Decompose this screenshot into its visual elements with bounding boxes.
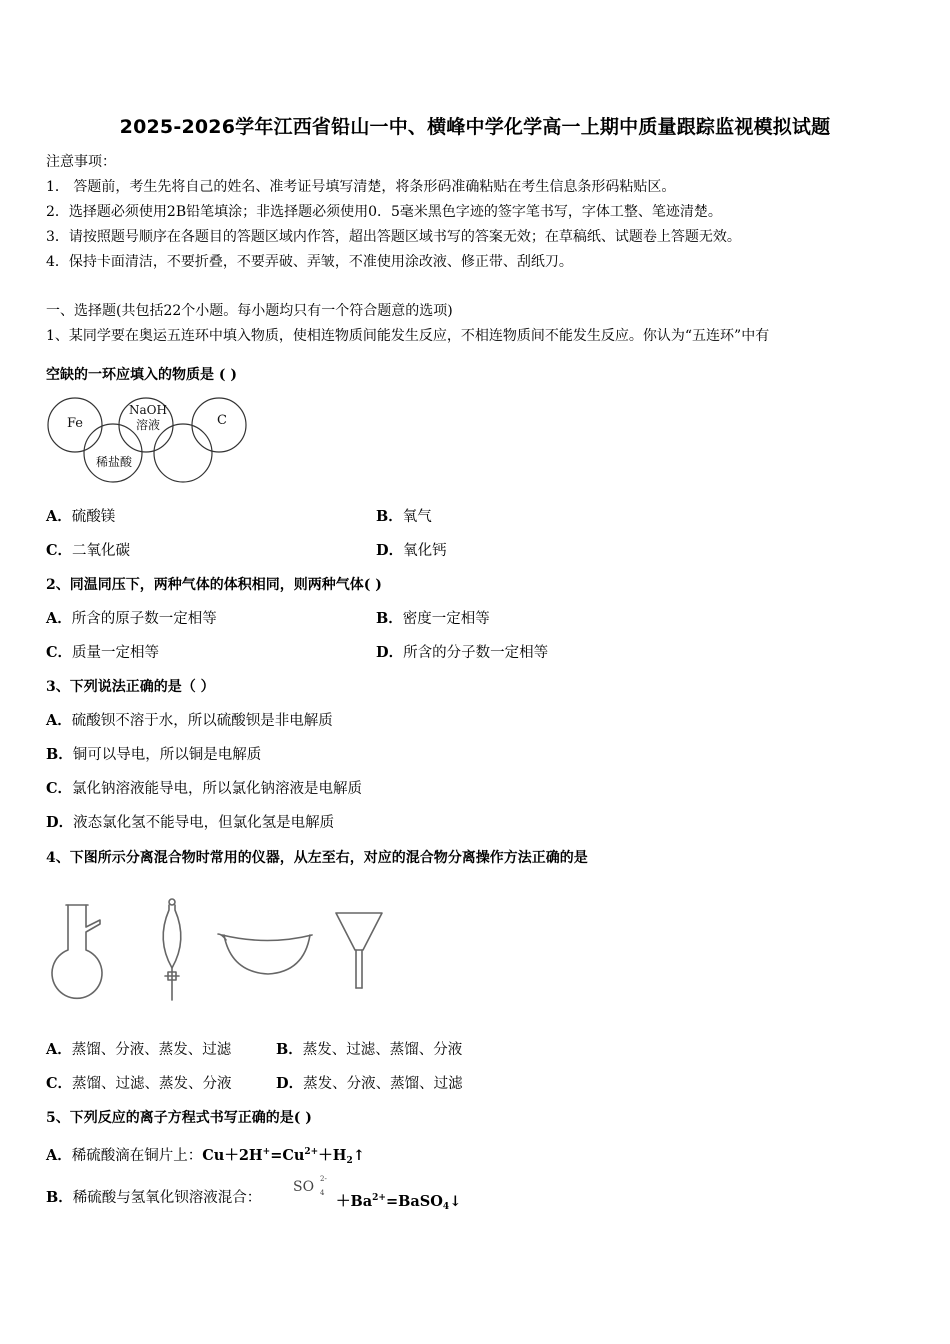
ring-label-naoh-2: 溶液 xyxy=(135,418,161,432)
q1-option-d: D．氧化钙 xyxy=(376,542,447,559)
q1-option-a-text: 硫酸镁 xyxy=(71,509,116,525)
separatory-funnel-icon xyxy=(163,899,181,1000)
filter-funnel-icon xyxy=(336,913,382,988)
q1-stem-line1: 1、某同学要在奥运五连环中填入物质，使相连物质间能发生反应，不相连物质间不能发生反应。你认为“五连环”中有 xyxy=(46,328,770,344)
q2-stem: 2、同温同压下，两种气体的体积相同，则两种气体( ) xyxy=(46,577,382,593)
q4-stem: 4、下图所示分离混合物时常用的仪器，从左至右，对应的混合物分离操作方法正确的是 xyxy=(46,850,588,866)
section-heading: 一、选择题(共包括22个小题。每小题均只有一个符合题意的选项) xyxy=(46,303,453,319)
q4-option-b: B．蒸发、过滤、蒸馏、分液 xyxy=(276,1041,463,1058)
olympic-rings-diagram xyxy=(46,394,251,486)
notice-item-3: 3．请按照题号顺序在各题目的答题区域内作答，超出答题区域书写的答案无效；在草稿纸、试题卷上答题无效。 xyxy=(46,229,741,245)
q4-option-d: D．蒸发、分液、蒸馏、过滤 xyxy=(276,1075,463,1092)
q3-option-d: D．液态氯化氢不能导电，但氯化氢是电解质 xyxy=(46,814,335,831)
q1-option-b: B．氧气 xyxy=(376,508,432,525)
notice-item-4: 4．保持卡面清洁，不要折叠，不要弄破、弄皱，不准使用涂改液、修正带、刮纸刀。 xyxy=(46,254,573,270)
q1-stem-line2: 空缺的一环应填入的物质是 ( ) xyxy=(46,367,237,383)
ring-label-c: C xyxy=(217,413,227,428)
q5-stem: 5、下列反应的离子方程式书写正确的是( ) xyxy=(46,1110,312,1126)
ring-label-naoh-1: NaOH xyxy=(129,403,167,417)
q1-option-a: A．硫酸镁 xyxy=(46,508,116,525)
q5-option-b: B．稀硫酸与氢氧化钡溶液混合： xyxy=(46,1189,262,1206)
q3-option-a: A．硫酸钡不溶于水，所以硫酸钡是非电解质 xyxy=(46,712,333,729)
q2-option-c: C．质量一定相等 xyxy=(46,644,160,661)
notice-item-1: 1． 答题前，考生先将自己的姓名、准考证号填写清楚，将条形码准确粘贴在考生信息条形码粘贴区。 xyxy=(46,179,676,195)
evaporating-dish-icon xyxy=(218,934,312,974)
q5-option-a: A．稀硫酸滴在铜片上：$Cu+2H^+=Cu^{2+}+H_2↑$ xyxy=(46,1147,365,1166)
distillation-flask-icon xyxy=(52,905,102,998)
q3-option-b: B．铜可以导电，所以铜是电解质 xyxy=(46,746,262,763)
q2-option-d: D．所含的分子数一定相等 xyxy=(376,644,549,661)
page-title: 2025-2026学年江西省铅山一中、横峰中学化学高一上期中质量跟踪监视模拟试题 xyxy=(119,116,831,138)
ring-label-hcl: 稀盐酸 xyxy=(95,455,133,469)
ring-hcl xyxy=(84,424,142,482)
q2-option-b: B．密度一定相等 xyxy=(376,610,490,627)
q4-option-a: A．蒸馏、分液、蒸发、过滤 xyxy=(46,1041,232,1058)
q5-option-b-equation: $+Ba^{2+}=BaSO_4↓$ xyxy=(336,1193,462,1212)
ring-label-fe: Fe xyxy=(66,416,84,431)
notice-item-2: 2．选择题必须使用2B铅笔填涂；非选择题必须使用0．5毫米黑色字迹的签字笔书写，字体工整、笔迹清楚。 xyxy=(46,204,722,220)
q3-option-c: C．氯化钠溶液能导电，所以氯化钠溶液是电解质 xyxy=(46,780,363,797)
notice-heading: 注意事项： xyxy=(46,154,116,170)
ring-empty xyxy=(154,424,212,482)
separation-apparatus-figure xyxy=(46,880,396,1010)
q4-option-c: C．蒸馏、过滤、蒸发、分液 xyxy=(46,1075,232,1092)
q1-option-c-text: 二氧化碳 xyxy=(72,543,131,559)
q3-stem: 3、下列说法正确的是（ ） xyxy=(46,679,215,695)
q2-option-a: A．所含的原子数一定相等 xyxy=(46,610,217,627)
q1-option-d-text: 氧化钙 xyxy=(403,543,447,559)
q5-option-b-sulfate: SO 2- 4 xyxy=(293,1175,327,1197)
q1-option-b-text: 氧气 xyxy=(402,509,432,525)
q1-option-c: C．二氧化碳 xyxy=(46,542,131,559)
